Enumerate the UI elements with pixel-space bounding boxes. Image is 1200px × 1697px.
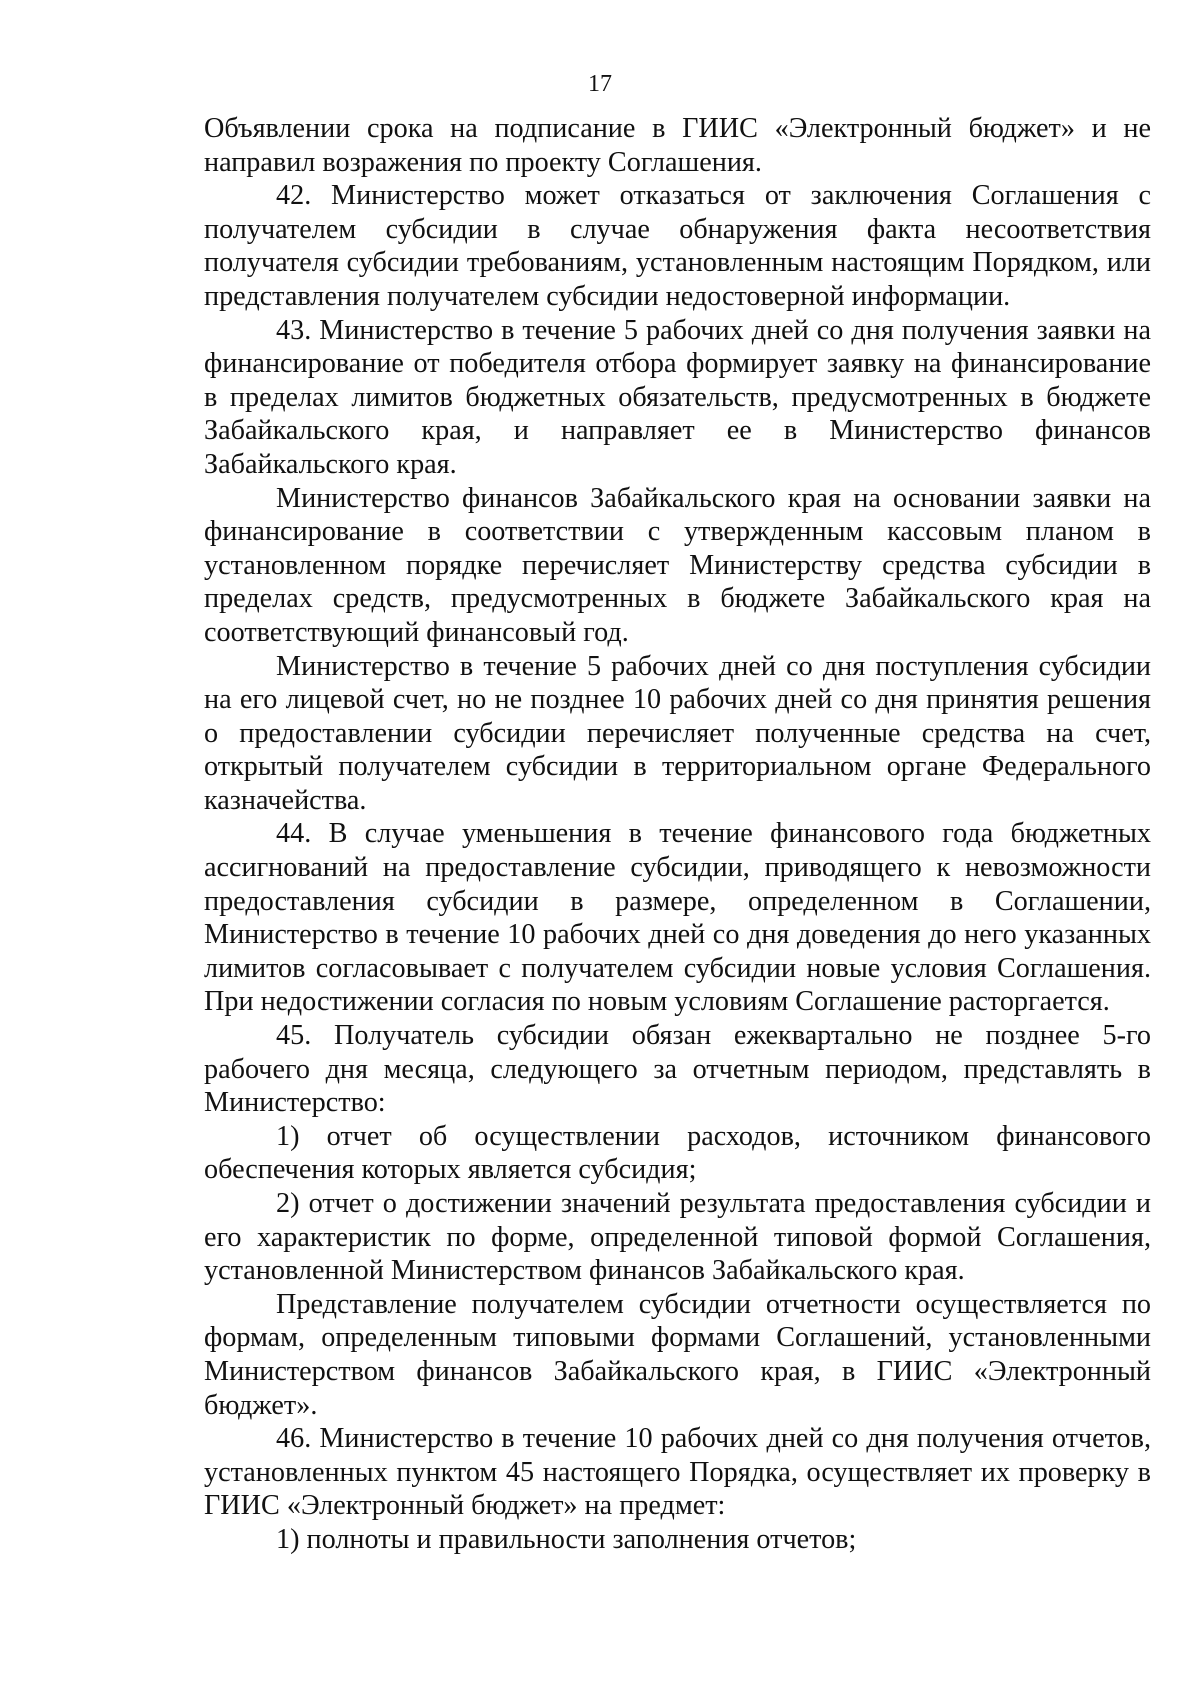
paragraph-item-46-sub-1: 1) полноты и правильности заполнения отчетов; — [276, 1523, 857, 1555]
paragraph-item-45-sub-2: 2) отчет о достижении значений результата предоставления субсидии и его характеристик по форме, определенной типовой формой Соглашения, установленной Министерством финансов Забайкальского края. — [204, 1188, 1151, 1287]
paragraph-finance-ministry: Министерство финансов Забайкальского края на основании заявки на финансирование в соответствии с утвержденным кассовым планом в установленном порядке перечисляет Министерству средства субсидии в пределах средств, предусмотренных в бюджете Забайкальского края на соответствующий финансовый год. — [204, 482, 1151, 648]
paragraph-continuation: Объявлении срока на подписание в ГИИС «Электронный бюджет» и не направил возражения по проекту Соглашения. — [204, 113, 1151, 178]
page-number: 17 — [588, 71, 612, 97]
paragraph-transfer: Министерство в течение 5 рабочих дней со дня поступления субсидии на его лицевой счет, но не позднее 10 рабочих дней со дня принятия решения о предоставлении субсидии перечисляет полученные средства на счет, открытый получателем субсидии в территориальном органе Федерального казначейства. — [204, 650, 1151, 816]
paragraph-item-46: 46. Министерство в течение 10 рабочих дней со дня получения отчетов, установленных пунктом 45 настоящего Порядка, осуществляет их проверку в ГИИС «Электронный бюджет» на предмет: — [204, 1423, 1151, 1522]
paragraph-item-45: 45. Получатель субсидии обязан ежеквартально не позднее 5-го рабочего дня месяца, следующего за отчетным периодом, представлять в Министерство: — [204, 1020, 1151, 1119]
paragraph-item-43: 43. Министерство в течение 5 рабочих дней со дня получения заявки на финансирование от победителя отбора формирует заявку на финансирование в пределах лимитов бюджетных обязательств, предусмотренных в бюджете Забайкальского края, и направляет ее в Министерство финансов Забайкальского края. — [204, 314, 1151, 480]
paragraph-reporting: Представление получателем субсидии отчетности осуществляется по формам, определенным типовыми формами Соглашений, установленными Министерством финансов Забайкальского края, в ГИИС «Электронный бюджет». — [204, 1288, 1151, 1421]
document-body — [204, 112, 1151, 1557]
paragraph-item-42: 42. Министерство может отказаться от заключения Соглашения с получателем субсидии в случае обнаружения факта несоответствия получателя субсидии требованиям, установленным настоящим Порядком, или представления получателем субсидии недостоверной информации. — [204, 180, 1151, 312]
paragraph-item-45-sub-1: 1) отчет об осуществлении расходов, источником финансового обеспечения которых является субсидия; — [204, 1120, 1151, 1186]
paragraph-item-44: 44. В случае уменьшения в течение финансового года бюджетных ассигнований на предоставление субсидии, приводящего к невозможности предоставления субсидии в размере, определенном в Соглашении, Министерство в течение 10 рабочих дней со дня доведения до него указанных лимитов согласовывает с получателем субсидии новые условия Соглашения. При недостижении согласия по новым условиям Соглашение расторгается. — [204, 818, 1151, 1018]
